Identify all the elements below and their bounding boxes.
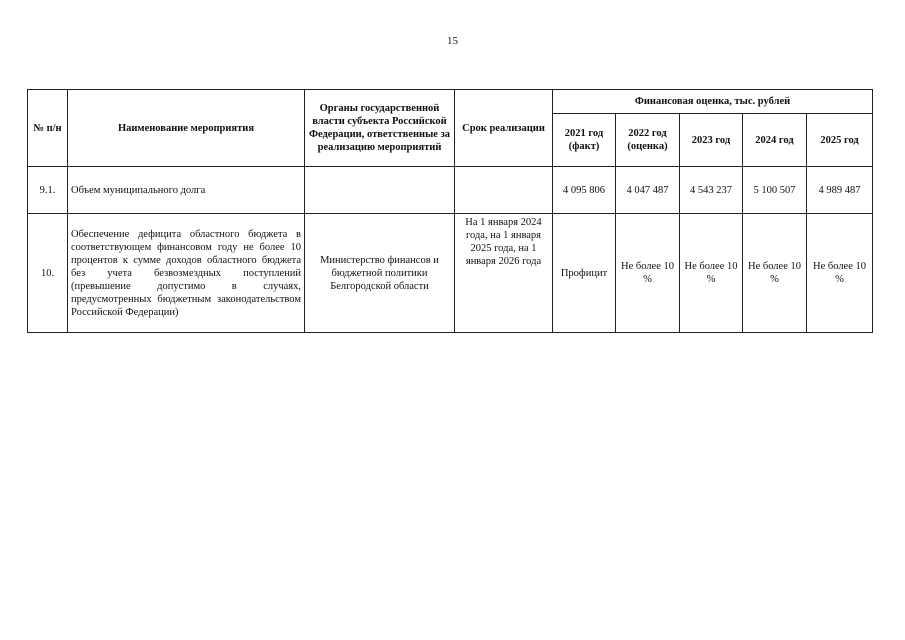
row-value-2025: Не более 10 % bbox=[807, 214, 873, 333]
header-year-label: 2024 год bbox=[755, 134, 794, 146]
row-value-2024: 5 100 507 bbox=[743, 167, 807, 214]
header-year-note: (оценка) bbox=[627, 141, 668, 152]
row-num: 9.1. bbox=[28, 167, 68, 214]
header-organs: Органы государственной власти субъекта Российской Федерации, ответственные за реализацию мероприятий bbox=[305, 90, 455, 167]
header-year-label: 2021 год bbox=[564, 128, 604, 139]
row-value-2022: Не более 10 % bbox=[616, 214, 680, 333]
row-value-2023: Не более 10 % bbox=[680, 214, 743, 333]
header-year-2021 bbox=[553, 114, 616, 167]
row-organs bbox=[305, 167, 455, 214]
header-finance: Финансовая оценка, тыс. рублей bbox=[553, 90, 873, 114]
row-organs: Министерство финансов и бюджетной политики Белгородской области bbox=[305, 214, 455, 333]
header-num: № п/н bbox=[28, 90, 68, 167]
row-value-2025: 4 989 487 bbox=[807, 167, 873, 214]
row-value-2021: 4 095 806 bbox=[553, 167, 616, 214]
header-year-note: (факт) bbox=[568, 141, 600, 152]
header-name: Наименование мероприятия bbox=[68, 90, 305, 167]
row-value-2022: 4 047 487 bbox=[616, 167, 680, 214]
header-term: Срок реализации bbox=[455, 90, 553, 167]
header-year-label: 2025 год bbox=[820, 134, 859, 146]
header-year-label: 2023 год bbox=[691, 134, 731, 146]
header-year-label: 2022 год bbox=[628, 128, 667, 139]
row-name: Обеспечение дефицита областного бюджета в соответствующем финансовом году не более 10 процентов к сумме доходов областного бюджета без учета безвозмездных поступлений (превышение допустимо в случаях, предусмотренных бюджетным законодательством Российской Федерации) bbox=[68, 214, 305, 333]
row-term bbox=[455, 167, 553, 214]
header-year-2022 bbox=[616, 114, 680, 167]
page-number: 15 bbox=[447, 35, 458, 47]
header-year-2024 bbox=[743, 114, 807, 167]
table-row bbox=[28, 167, 873, 214]
row-value-2021: Профицит bbox=[553, 214, 616, 333]
row-name: Объем муниципального долга bbox=[68, 167, 305, 214]
measures-table bbox=[27, 89, 873, 333]
row-term: На 1 января 2024 года, на 1 января 2025 года, на 1 января 2026 года bbox=[455, 214, 553, 333]
header-year-2025 bbox=[807, 114, 873, 167]
table-row bbox=[28, 214, 873, 333]
row-value-2024: Не более 10 % bbox=[743, 214, 807, 333]
row-num: 10. bbox=[28, 214, 68, 333]
header-year-2023 bbox=[680, 114, 743, 167]
row-value-2023: 4 543 237 bbox=[680, 167, 743, 214]
